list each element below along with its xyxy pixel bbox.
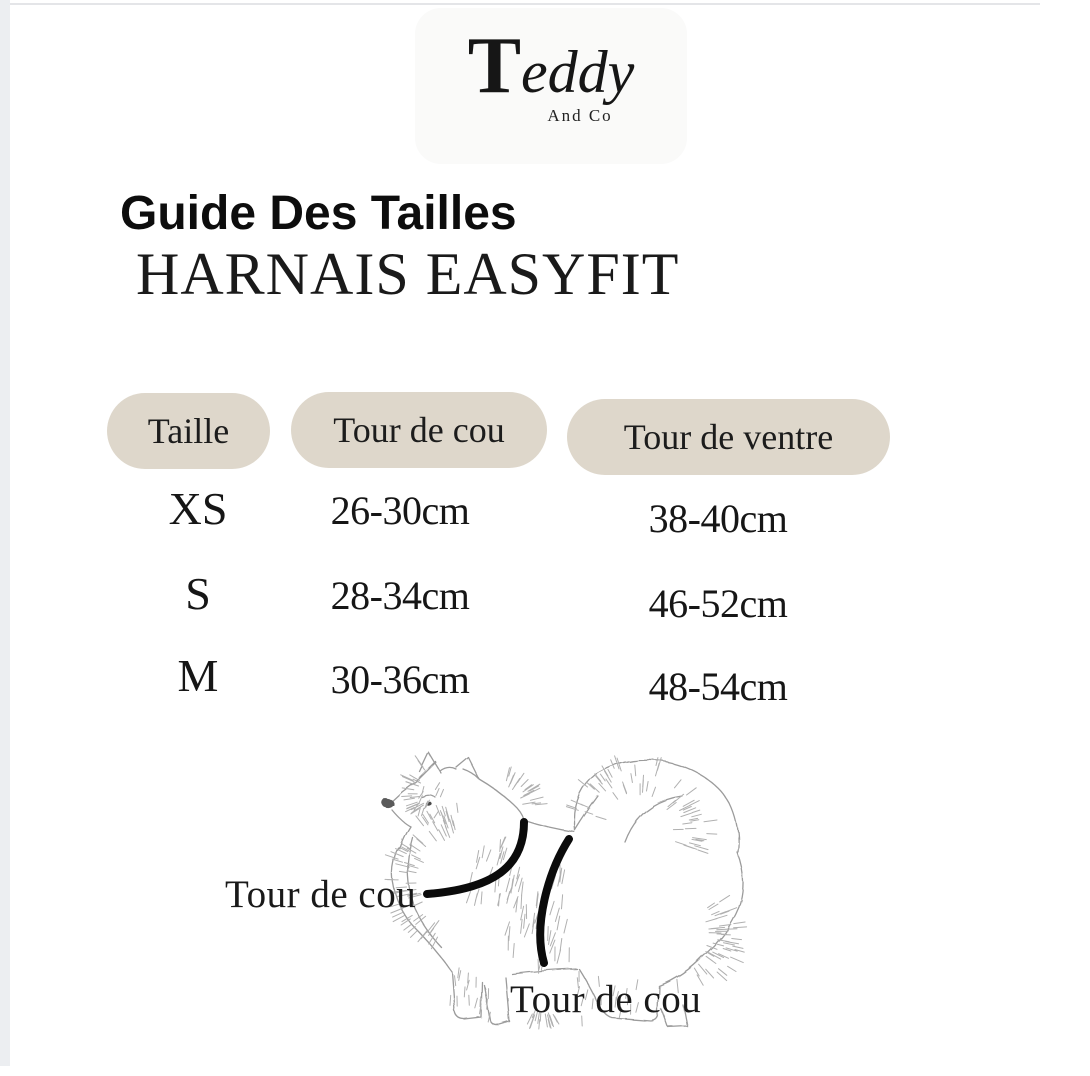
brand-logo-card <box>415 8 687 164</box>
cell-row2-belly: 46-52cm <box>648 581 788 626</box>
col-header-tour-de-cou <box>291 392 547 468</box>
belly-label: Tour de cou <box>510 978 702 1021</box>
cell-row1-neck: 26-30cm <box>330 488 470 533</box>
cell-row3-size: M <box>177 650 219 701</box>
left-gutter <box>0 0 10 1066</box>
col-header-tour-de-ventre-label: Tour de ventre <box>623 417 834 457</box>
cell-row2-neck: 28-34cm <box>330 573 470 618</box>
col-header-tour-de-cou-label: Tour de cou <box>333 410 505 450</box>
neck-measure-line <box>427 822 524 894</box>
cell-row3-belly: 48-54cm <box>648 664 788 709</box>
col-header-taille <box>107 393 270 469</box>
page-title: Guide Des Tailles <box>120 187 517 240</box>
cell-row1-size: XS <box>168 483 228 534</box>
harness-measure-lines <box>427 822 569 963</box>
top-divider <box>10 3 1040 5</box>
brand-name: Teddy <box>467 22 635 110</box>
col-header-tour-de-ventre <box>567 399 890 475</box>
cell-row1-belly: 38-40cm <box>648 496 788 541</box>
cell-row3-neck: 30-36cm <box>330 657 470 702</box>
cell-row2-size: S <box>185 568 211 619</box>
belly-measure-line <box>540 839 569 963</box>
neck-label: Tour de cou <box>225 873 417 916</box>
brand-tagline: And Co <box>547 106 613 125</box>
col-header-taille-label: Taille <box>147 411 230 451</box>
product-title: HARNAIS EASYFIT <box>136 241 680 307</box>
